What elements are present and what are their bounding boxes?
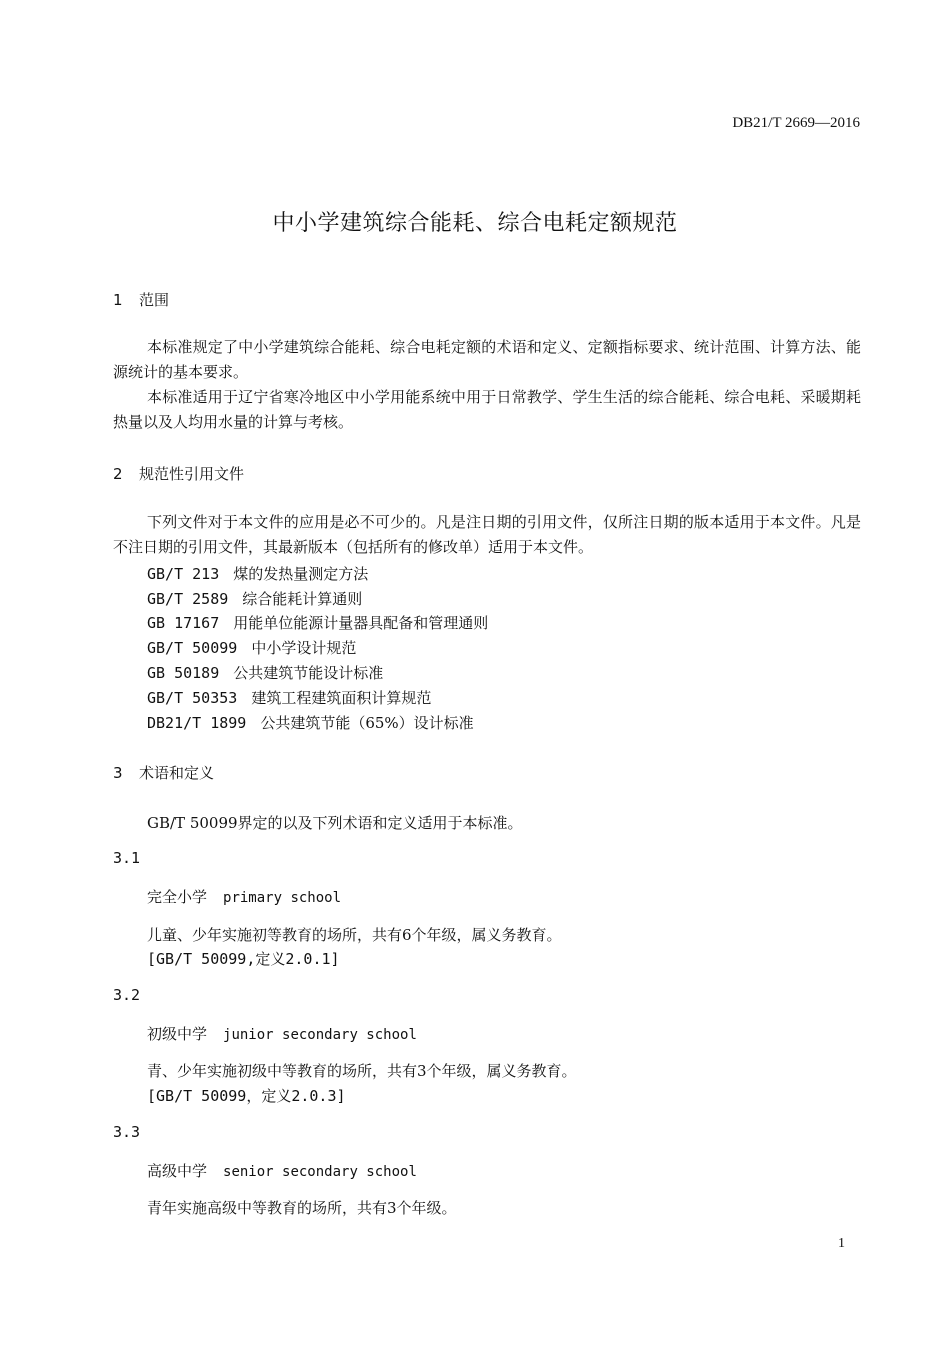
reference-name: 公共建筑节能设计标准 [233,664,384,682]
section-title: 范围 [139,291,170,309]
section-number: 2 [113,465,123,483]
section-title: 术语和定义 [139,764,215,782]
reference-name: 综合能耗计算通则 [242,590,363,608]
reference-item [147,687,431,708]
term-heading [147,1160,417,1181]
clause-number: 3.1 [113,849,141,867]
reference-name: 煤的发热量测定方法 [233,565,369,583]
term-definition: 青、少年实施初级中等教育的场所，共有3个年级，属义务教育。 [147,1062,577,1080]
reference-code: DB21/T 1899 [147,714,247,732]
section-2-heading [113,463,244,484]
term-zh: 高级中学 [147,1162,208,1180]
reference-code: GB 17167 [147,614,220,632]
section-title: 规范性引用文件 [139,465,245,483]
term-definition: 青年实施高级中等教育的场所，共有3个年级。 [147,1199,457,1217]
term-en: junior secondary school [223,1027,417,1043]
term-source: [GB/T 50099，定义2.0.3] [147,1087,346,1105]
reference-code: GB/T 50353 [147,689,238,707]
section-1-paragraph-1: 本标准规定了中小学建筑综合能耗、综合电耗定额的术语和定义、定额指标要求、统计范围、计算方法、能源统计的基本要求。 [113,338,861,381]
reference-name: 用能单位能源计量器具配备和管理通则 [233,614,489,632]
clause-number: 3.2 [113,986,141,1004]
section-1-paragraph-2: 本标准适用于辽宁省寒冷地区中小学用能系统中用于日常教学、学生生活的综合能耗、综合电耗、采暖期耗热量以及人均用水量的计算与考核。 [113,388,861,431]
term-en: senior secondary school [223,1164,417,1180]
term-zh: 完全小学 [147,888,208,906]
term-en: primary school [223,890,342,906]
reference-code: GB/T 50099 [147,639,238,657]
term-heading [147,1023,417,1044]
section-2-paragraph-1: 下列文件对于本文件的应用是必不可少的。凡是注日期的引用文件，仅所注日期的版本适用于本文件。凡是不注日期的引用文件，其最新版本（包括所有的修改单）适用于本文件。 [113,513,861,556]
reference-code: GB/T 2589 [147,590,229,608]
reference-item [147,662,383,683]
document-title: 中小学建筑综合能耗、综合电耗定额规范 [272,211,678,236]
page-number: 1 [838,1236,845,1251]
section-number: 3 [113,764,123,782]
section-1-heading [113,289,169,310]
section-3-intro: GB/T 50099界定的以及下列术语和定义适用于本标准。 [147,814,523,832]
term-source: [GB/T 50099,定义2.0.1] [147,950,340,968]
reference-item [147,563,368,584]
clause-number: 3.3 [113,1123,141,1141]
reference-name: 中小学设计规范 [251,639,357,657]
reference-name: 公共建筑节能（65%）设计标准 [260,714,474,732]
reference-item [147,637,356,658]
term-heading [147,886,341,907]
reference-item [147,588,362,609]
reference-code: GB/T 213 [147,565,220,583]
reference-name: 建筑工程建筑面积计算规范 [251,689,432,707]
term-definition: 儿童、少年实施初等教育的场所，共有6个年级，属义务教育。 [147,926,562,944]
reference-item [147,712,474,733]
section-3-heading [113,762,214,783]
document-code: DB21/T 2669—2016 [732,115,860,131]
term-zh: 初级中学 [147,1025,208,1043]
reference-code: GB 50189 [147,664,220,682]
reference-item [147,612,488,633]
section-number: 1 [113,291,123,309]
